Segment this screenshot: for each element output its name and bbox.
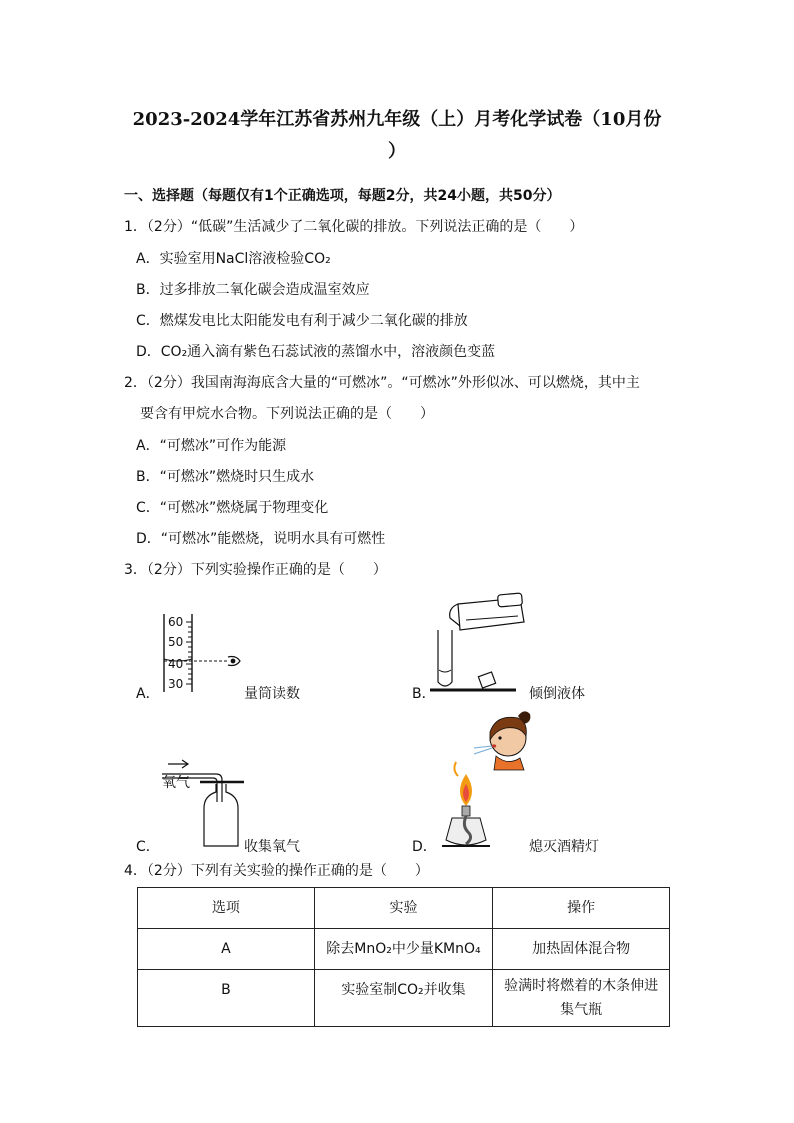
- header-option: 选项: [138, 888, 315, 929]
- table-row: [138, 929, 670, 970]
- q3-option-a-letter: A．: [136, 686, 160, 702]
- q2-option-d: D．“可燃冰”能燃烧，说明水具有可燃性: [136, 531, 386, 547]
- q3-option-a-label: 量筒读数: [244, 686, 300, 702]
- q3-option-b-letter: B．: [412, 686, 436, 702]
- title-line-2: ）: [388, 141, 406, 162]
- tick-60: 60: [168, 615, 184, 629]
- table-row: [138, 970, 670, 1027]
- q2-option-b: B．“可燃冰”燃烧时只生成水: [136, 469, 315, 485]
- tick-30: 30: [168, 677, 184, 691]
- header-operation: 操作: [493, 888, 670, 929]
- exam-title: [112, 104, 682, 168]
- row-a-operation: 加热固体混合物: [493, 929, 670, 970]
- table-header-row: [138, 888, 670, 929]
- q3-option-c-label: 收集氧气: [244, 839, 300, 855]
- q1-option-a: A．实验室用NaCl溶液检验CO₂: [136, 251, 331, 267]
- q3-stem: 3．（2分）下列实验操作正确的是（ ）: [124, 562, 387, 578]
- q4-stem: 4．（2分）下列有关实验的操作正确的是（ ）: [124, 863, 429, 879]
- q3-option-d-letter: D．: [412, 839, 437, 855]
- alcohol-lamp-figure: [440, 710, 536, 856]
- tick-50: 50: [168, 635, 184, 649]
- header-experiment: 实验: [314, 888, 492, 929]
- q2-option-c: C．“可燃冰”燃烧属于物理变化: [136, 500, 329, 516]
- person-head-icon: [490, 711, 530, 770]
- q3-option-d-label: 熄灭酒精灯: [529, 839, 599, 855]
- q3-option-c-letter: C．: [136, 839, 160, 855]
- title-line-1: 2023-2024学年江苏省苏州九年级（上）月考化学试卷（10月份: [132, 109, 662, 130]
- q3-option-b-label: 倾倒液体: [529, 686, 585, 702]
- q2-option-a: A．“可燃冰”可作为能源: [136, 438, 287, 454]
- pouring-liquid-figure: [430, 594, 530, 698]
- row-b-experiment: 实验室制CO₂并收集: [314, 970, 492, 1027]
- q1-option-b: B．过多排放二氧化碳会造成温室效应: [136, 282, 370, 298]
- flame-icon: [454, 762, 472, 806]
- row-b-operation: 验满时将燃着的木条伸进集气瓶: [493, 970, 670, 1027]
- row-a-experiment: 除去MnO₂中少量KMnO₄: [314, 929, 492, 970]
- eye-icon: [228, 657, 240, 666]
- q4-table: [137, 887, 670, 1027]
- section-heading: 一、选择题（每题仅有1个正确选项，每题2分，共24小题，共50分）: [124, 188, 561, 204]
- q2-stem-line-1: 2．（2分）我国南海海底含大量的“可燃冰”。“可燃冰”外形似冰、可以燃烧，其中主: [124, 375, 640, 391]
- q1-stem: 1．（2分）“低碳”生活减少了二氧化碳的排放。下列说法正确的是（ ）: [124, 219, 584, 235]
- row-b-option: B: [138, 970, 315, 1027]
- q1-option-d: D．CO₂通入滴有紫色石蕊试液的蒸馏水中，溶液颜色变蓝: [136, 344, 496, 360]
- q2-stem-line-2: 要含有甲烷水合物。下列说法正确的是（ ）: [140, 406, 434, 422]
- row-a-option: A: [138, 929, 315, 970]
- q1-option-c: C．燃煤发电比太阳能发电有利于减少二氧化碳的排放: [136, 313, 468, 329]
- oxygen-label: 氧气: [162, 775, 190, 791]
- tick-40: 40: [168, 657, 184, 671]
